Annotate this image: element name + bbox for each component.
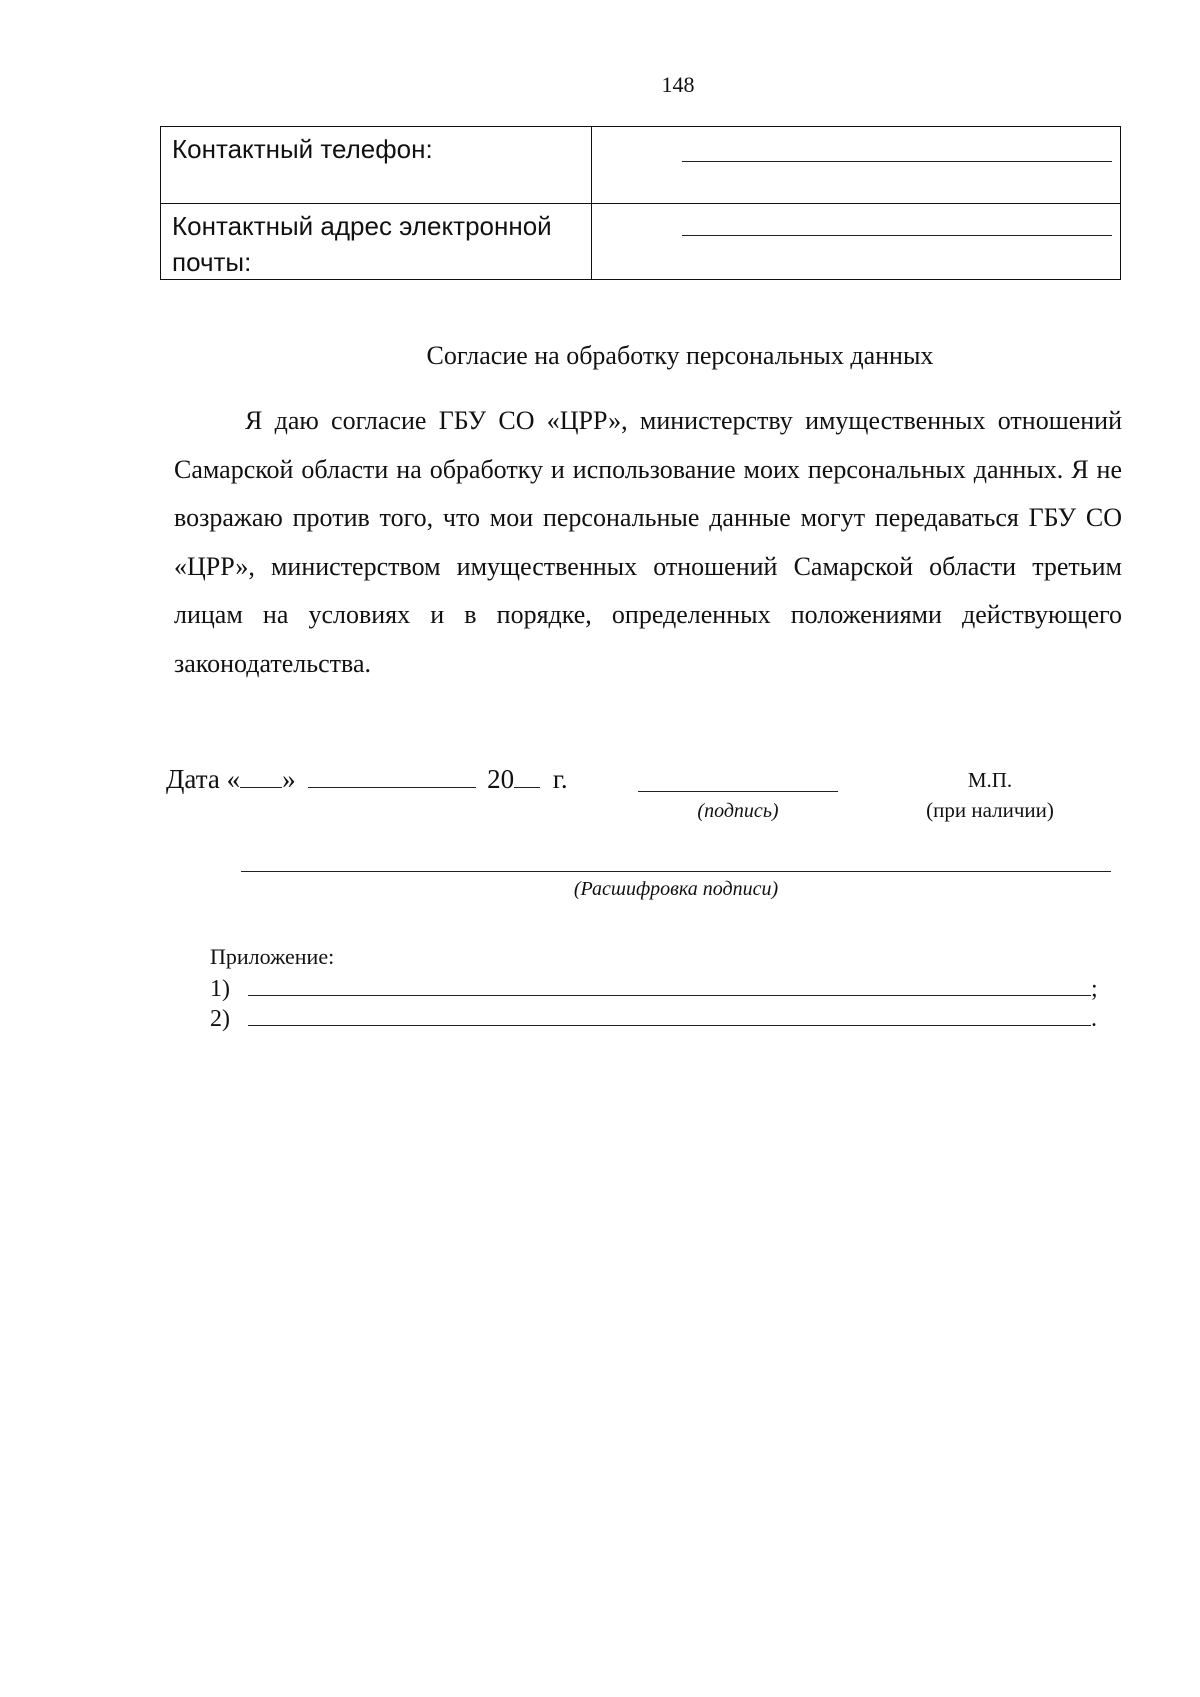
table-column-divider: [591, 127, 592, 279]
appendix-item: [210, 1003, 1097, 1034]
contact-email-field[interactable]: [682, 235, 1112, 236]
consent-heading: Согласие на обработку персональных данных: [426, 341, 934, 370]
contact-table: [160, 126, 1121, 280]
signature-decode-caption: (Расшифровка подписи): [573, 878, 779, 900]
appendix-item-number: 2): [210, 1006, 230, 1032]
date-prefix: Дата «: [166, 764, 241, 794]
date-quote-close: »: [282, 764, 296, 794]
signature-decode-field[interactable]: [241, 871, 1111, 872]
signature-caption: (подпись): [697, 800, 779, 822]
date-day-field[interactable]: [240, 763, 282, 788]
contact-email-label: Контактный адрес электронной почты:: [172, 211, 552, 277]
stamp-caption: (при наличии): [926, 798, 1054, 822]
page-number: 148: [661, 72, 695, 97]
date-line: [166, 761, 568, 797]
appendix-title: Приложение:: [210, 944, 335, 969]
appendix-item-terminator: ;: [1091, 976, 1098, 1002]
stamp-label: М.П.: [967, 768, 1013, 792]
appendix-item-field[interactable]: [248, 973, 1091, 996]
date-year-field[interactable]: [514, 763, 540, 788]
appendix-item-field[interactable]: [248, 1003, 1091, 1026]
date-year-suffix: г.: [552, 764, 568, 794]
consent-body: Я даю согласие ГБУ СО «ЦРР», министерству имущественных отношений Самарской области на обработку и использование моих персональных данных. Я не возражаю против того, что мои персональные данные могут передаваться ГБУ СО «ЦРР», министерством имущественных отношений Самарской области третьим лицам на условиях и в порядке, определенных положениями действующего законодательства.: [174, 406, 1122, 678]
appendix-item: [210, 973, 1098, 1004]
date-year-prefix: 20: [487, 764, 515, 794]
contact-row-phone: [161, 127, 1120, 204]
date-month-field[interactable]: [308, 763, 476, 788]
signature-field[interactable]: [638, 791, 838, 792]
contact-row-email: [161, 204, 1120, 280]
appendix-item-number: 1): [210, 976, 230, 1002]
contact-phone-field[interactable]: [682, 161, 1112, 162]
contact-phone-label: Контактный телефон:: [172, 134, 433, 164]
appendix-item-terminator: .: [1091, 1006, 1097, 1032]
